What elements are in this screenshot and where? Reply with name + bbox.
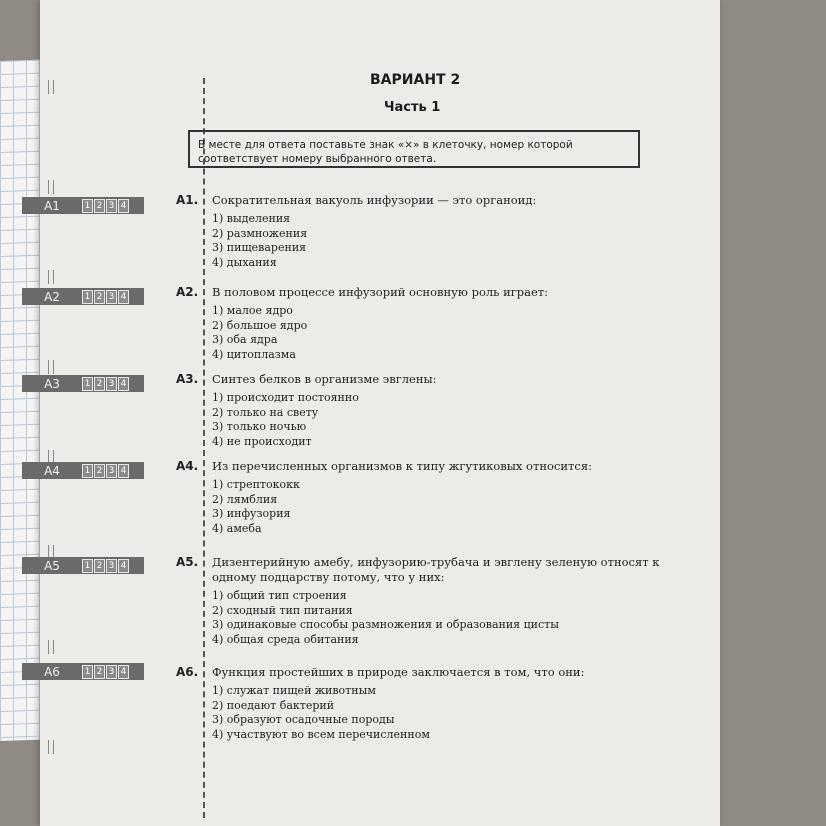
question-text: Дизентерийную амебу, инфузорию-трубача и эвглену зеленую относят к одному подцарству потому, что у них: [212,555,660,584]
answer-cell-2[interactable]: 2 [94,464,105,478]
question-text: Синтез белков в организме эвглены: [212,372,437,386]
answer-cell-1[interactable]: 1 [82,199,93,213]
option-2: 2) размножения [212,226,308,240]
option-2: 2) только на свету [212,405,319,419]
answer-cell-3[interactable]: 3 [106,377,117,391]
answer-box-a4 [22,462,144,479]
option-1: 1) выделения [212,212,291,225]
binding-mark [48,180,54,194]
binding-mark [48,80,54,94]
variant-title: ВАРИАНТ 2 [370,72,461,88]
option-4: 4) цитоплазма [212,347,296,361]
question-text: Функция простейших в природе заключается в том, что они: [212,665,585,679]
question-number: A4. [176,459,199,473]
answer-cell-2[interactable]: 2 [94,377,105,391]
answer-cell-2[interactable]: 2 [94,290,105,304]
option-4: 4) участвуют во всем перечисленном [212,727,430,741]
answer-box-label: A3 [44,376,60,391]
answer-box-label: A1 [44,198,60,213]
option-3: 3) одинаковые способы размножения и образования цисты [212,618,560,631]
option-4: 4) не происходит [212,434,312,448]
option-1: 1) происходит постоянно [212,391,359,404]
answer-cell-2[interactable]: 2 [94,559,105,573]
answer-box-a5 [22,557,144,574]
answer-cell-3[interactable]: 3 [106,665,117,679]
answer-cell-1[interactable]: 1 [82,290,93,304]
answer-cell-1[interactable]: 1 [82,665,93,679]
option-3: 3) только ночью [212,420,307,433]
instruction-box: В месте для ответа поставьте знак «×» в клеточку, номер которой соответствует номеру выбранного ответа. [188,130,640,168]
answer-cell-1[interactable]: 1 [82,377,93,391]
question-a4 [176,459,676,536]
binding-margin [44,0,58,826]
answer-cell-4[interactable]: 4 [118,199,129,213]
question-number: A6. [176,665,199,679]
question-a3 [176,372,676,449]
answer-cell-2[interactable]: 2 [94,665,105,679]
question-text: В половом процессе инфузорий основную роль играет: [212,285,549,299]
answer-cell-4[interactable]: 4 [118,377,129,391]
question-number: A1. [176,193,199,207]
answer-box-label: A2 [44,289,60,304]
option-1: 1) малое ядро [212,304,293,317]
answer-cell-4[interactable]: 4 [118,665,129,679]
binding-mark [48,640,54,654]
answer-box-label: A4 [44,463,60,478]
answer-cell-4[interactable]: 4 [118,290,129,304]
option-list [212,589,676,647]
answer-box-a6 [22,663,144,680]
answer-cell-3[interactable]: 3 [106,464,117,478]
answer-cell-3[interactable]: 3 [106,290,117,304]
option-3: 3) пищеварения [212,241,307,254]
question-text: Из перечисленных организмов к типу жгутиковых относится: [212,459,592,473]
option-list [212,391,676,449]
answer-cell-3[interactable]: 3 [106,199,117,213]
answer-cell-2[interactable]: 2 [94,199,105,213]
answer-box-a1 [22,197,144,214]
option-1: 1) стрептококк [212,478,300,491]
question-a2 [176,285,676,362]
answer-box-label: A6 [44,664,60,679]
option-2: 2) лямблия [212,492,278,506]
option-1: 1) общий тип строения [212,589,347,602]
option-list [212,304,676,362]
option-1: 1) служат пищей животным [212,684,376,697]
option-list [212,684,676,742]
question-number: A3. [176,372,199,386]
answer-cell-3[interactable]: 3 [106,559,117,573]
option-4: 4) общая среда обитания [212,632,359,646]
question-number: A2. [176,285,199,299]
answer-cell-1[interactable]: 1 [82,559,93,573]
part-title: Часть 1 [384,100,441,115]
option-3: 3) инфузория [212,507,291,520]
question-a1 [176,193,676,270]
question-a5 [176,555,676,647]
answer-box-label: A5 [44,558,60,573]
option-list [212,212,676,270]
answer-cell-1[interactable]: 1 [82,464,93,478]
answer-box-a2 [22,288,144,305]
answer-cell-4[interactable]: 4 [118,464,129,478]
binding-mark [48,740,54,754]
binding-mark [48,360,54,374]
question-a6 [176,665,676,742]
binding-mark [48,270,54,284]
option-2: 2) большое ядро [212,318,308,332]
question-text: Сократительная вакуоль инфузории — это органоид: [212,193,537,207]
option-4: 4) амеба [212,521,262,535]
option-list [212,478,676,536]
option-3: 3) оба ядра [212,333,278,346]
answer-cell-4[interactable]: 4 [118,559,129,573]
answer-box-a3 [22,375,144,392]
option-2: 2) поедают бактерий [212,698,335,712]
question-number: A5. [176,555,199,569]
option-4: 4) дыхания [212,255,277,269]
option-3: 3) образуют осадочные породы [212,713,395,726]
option-2: 2) сходный тип питания [212,603,353,617]
